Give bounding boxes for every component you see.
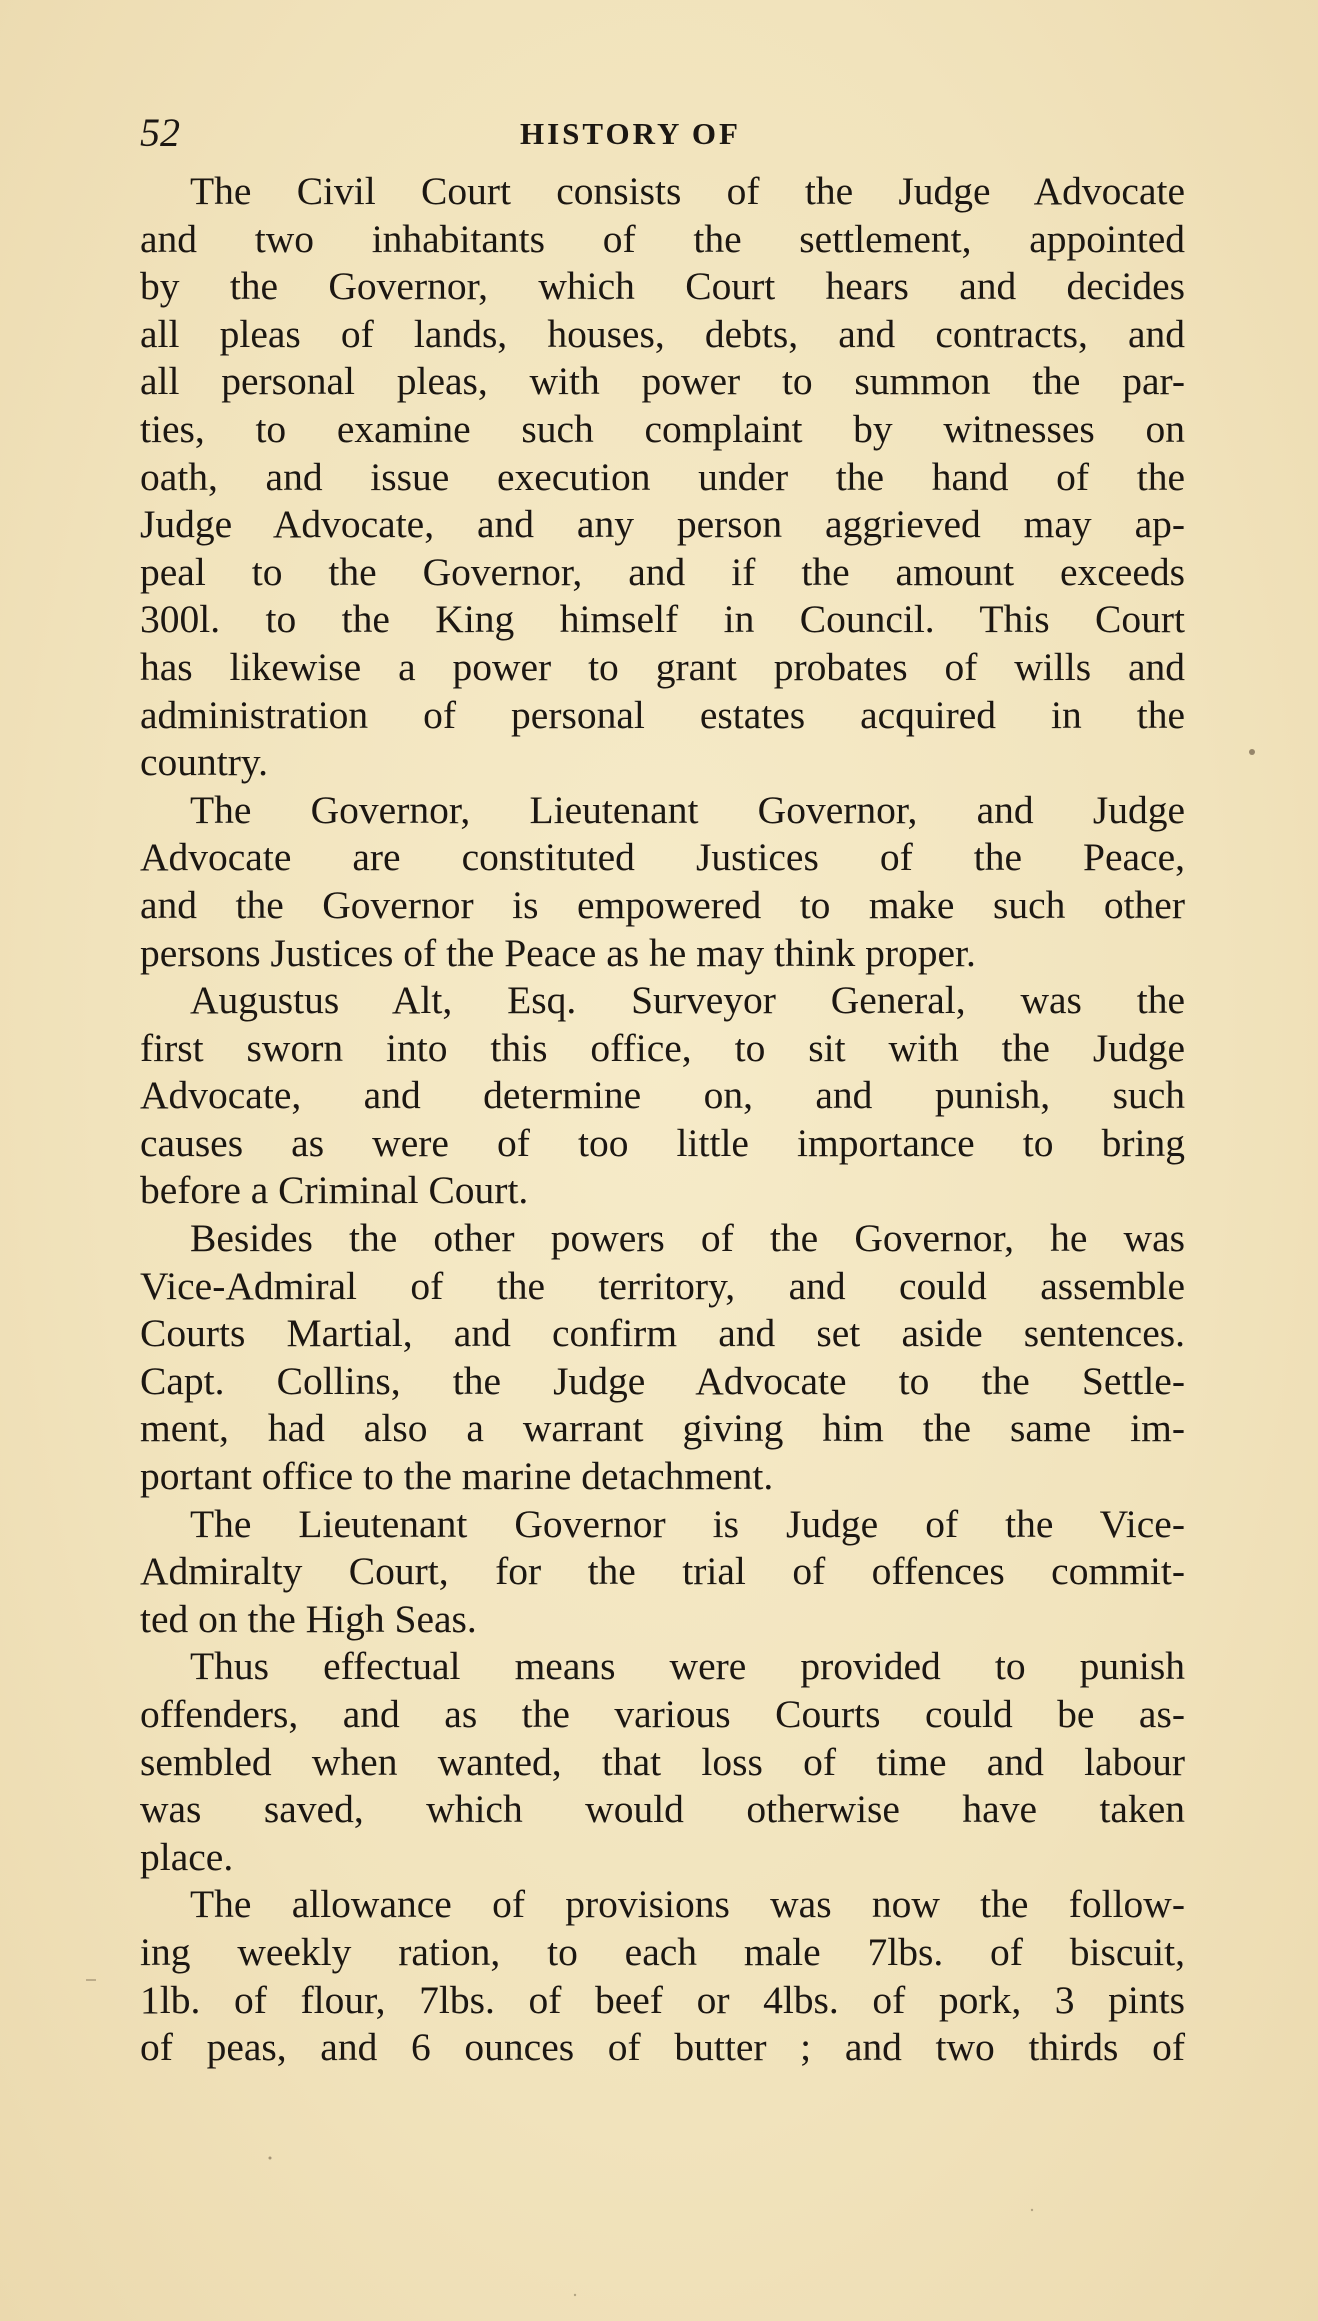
text-line: Besides the other powers of the Governor, he was xyxy=(190,1216,1185,1261)
text-line: Courts Martial, and confirm and set aside sentences. xyxy=(140,1311,1185,1356)
text-line: persons Justices of the Peace as he may think proper. xyxy=(140,930,976,975)
text-line: and the Governor is empowered to make such other xyxy=(140,882,1185,927)
text-line: ing weekly ration, to each male 7lbs. of biscuit, xyxy=(140,1929,1185,1974)
text-line: oath, and issue execution under the hand of the xyxy=(140,454,1185,499)
text-line: ties, to examine such complaint by witnesses on xyxy=(140,406,1185,451)
text-line: Capt. Collins, the Judge Advocate to the Settle- xyxy=(140,1358,1185,1403)
text-line: offenders, and as the various Courts could be as- xyxy=(140,1692,1185,1736)
page-header xyxy=(140,108,1185,158)
text-line: Vice-Admiral of the territory, and could assemble xyxy=(140,1263,1185,1308)
text-line: of peas, and 6 ounces of butter ; and two thirds of xyxy=(140,2025,1185,2070)
text-line: The allowance of provisions was now the follow- xyxy=(190,1882,1185,1927)
text-line: ment, had also a warrant giving him the same im- xyxy=(140,1406,1185,1451)
text-line: Judge Advocate, and any person aggrieved may ap- xyxy=(140,502,1185,547)
text-line: before a Criminal Court. xyxy=(140,1168,529,1213)
text-line: 1lb. of flour, 7lbs. of beef or 4lbs. of pork, 3 pints xyxy=(140,1977,1185,2022)
text-line: was saved, which would otherwise have taken xyxy=(140,1787,1185,1832)
text-line: Advocate are constituted Justices of the Peace, xyxy=(140,835,1185,880)
text-line: Advocate, and determine on, and punish, such xyxy=(140,1073,1185,1118)
text-line: administration of personal estates acquired in the xyxy=(140,692,1185,737)
text-line: all personal pleas, with power to summon the par- xyxy=(140,359,1185,404)
text-line: place. xyxy=(140,1834,234,1879)
text-line: all pleas of lands, houses, debts, and contracts, and xyxy=(140,311,1185,356)
running-head: HISTORY OF xyxy=(520,116,741,151)
text-line: Admiralty Court, for the trial of offences commit- xyxy=(140,1549,1185,1594)
text-line: has likewise a power to grant probates of wills and xyxy=(140,644,1185,689)
text-line: country. xyxy=(140,740,268,785)
text-line: first sworn into this office, to sit with the Judge xyxy=(140,1025,1185,1070)
text-line: The Civil Court consists of the Judge Advocate xyxy=(190,169,1185,213)
text-line: The Lieutenant Governor is Judge of the Vice- xyxy=(190,1501,1185,1546)
text-line: The Governor, Lieutenant Governor, and Judge xyxy=(190,787,1185,832)
text-line: causes as were of too little importance to bring xyxy=(140,1120,1185,1165)
text-line: by the Governor, which Court hears and decides xyxy=(140,264,1185,309)
text-line: sembled when wanted, that loss of time and labour xyxy=(140,1739,1185,1784)
body-text xyxy=(140,168,1185,2072)
text-line: 300l. to the King himself in Council. This Court xyxy=(140,597,1185,642)
text-line: Thus effectual means were provided to punish xyxy=(190,1644,1185,1689)
text-line: peal to the Governor, and if the amount exceeds xyxy=(140,549,1185,594)
page-number: 52 xyxy=(140,110,180,155)
text-line: portant office to the marine detachment. xyxy=(140,1454,774,1499)
text-line: and two inhabitants of the settlement, appointed xyxy=(140,216,1185,261)
text-line: Augustus Alt, Esq. Surveyor General, was the xyxy=(190,978,1185,1023)
text-line: ted on the High Seas. xyxy=(140,1596,477,1641)
book-page xyxy=(140,0,1185,2321)
